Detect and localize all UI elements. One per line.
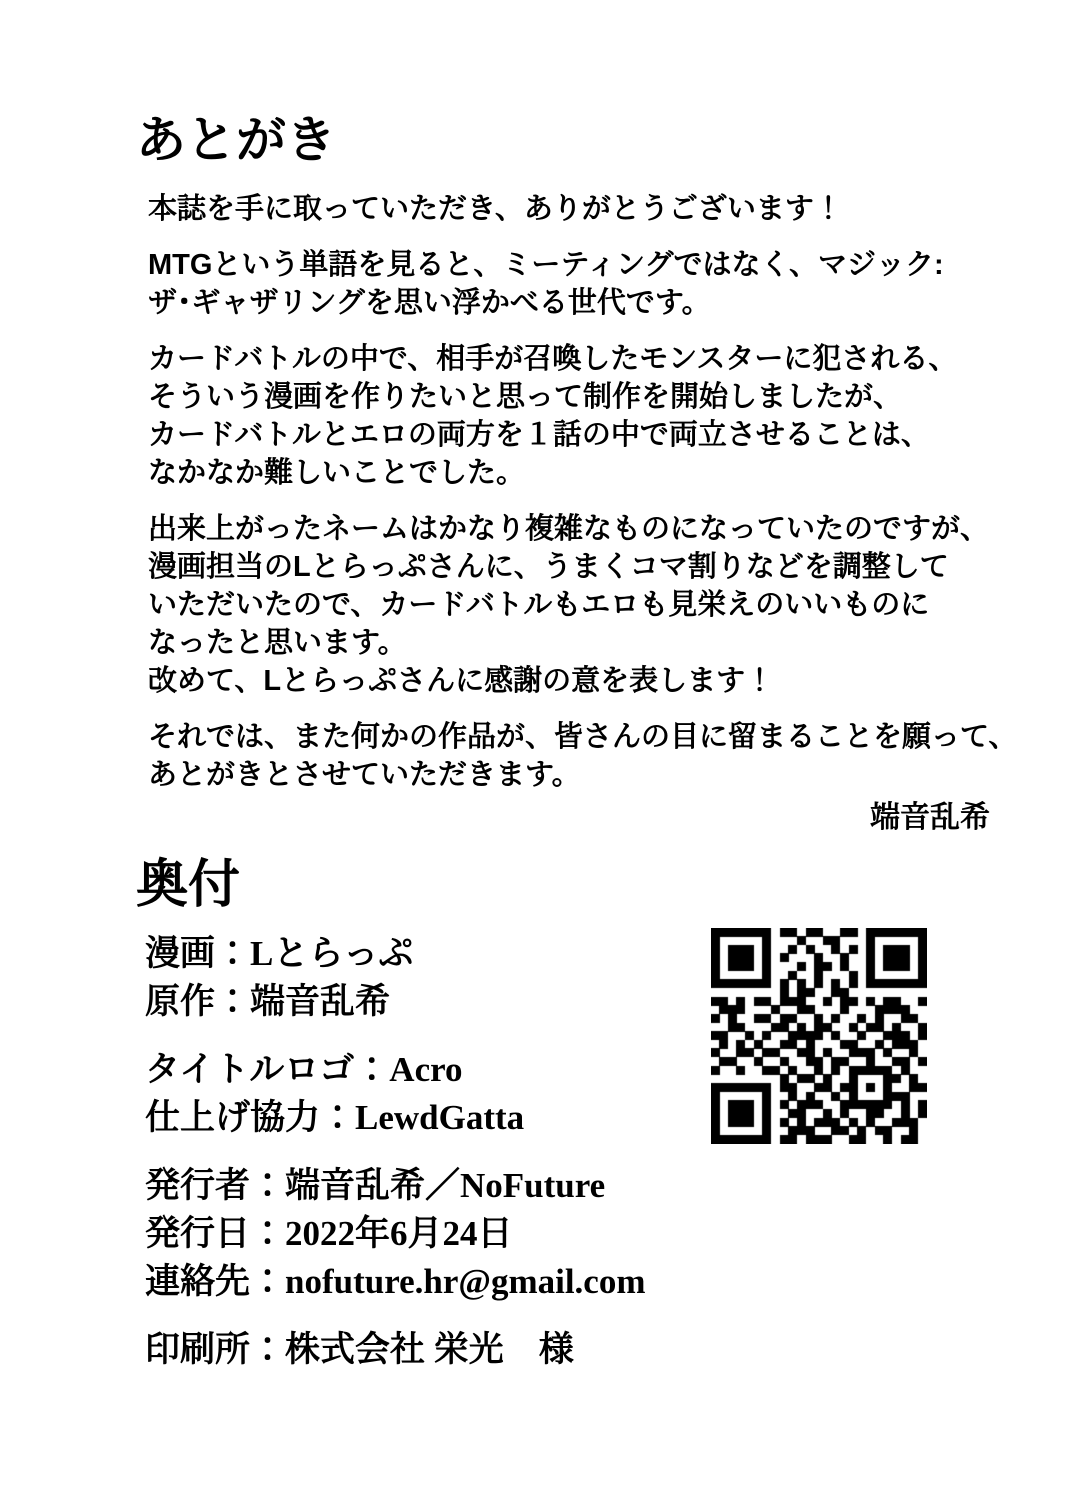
colophon-line: 漫画：Lとらっぷ — [145, 934, 414, 973]
afterword-paragraph: それでは、また何かの作品が、皆さんの目に留まることを願って、 あとがきとさせていただきます。 — [148, 721, 1018, 791]
colophon-group — [145, 1162, 705, 1306]
afterword-paragraph: カードバトルの中で、相手が召喚したモンスターに犯される、 そういう漫画を作りたいと思って制作を開始しましたが、 カードバトルとエロの両方を１話の中で両立させることは、 なかなか難しいことでした。 — [148, 343, 958, 489]
colophon-group — [145, 1326, 705, 1374]
colophon-title: 奥付 — [136, 857, 241, 914]
colophon-line: 印刷所：株式会社 栄光 様 — [145, 1330, 574, 1369]
afterword-paragraph: 出来上がったネームはかなり複雑なものになっていたのですが、 漫画担当のLとらっぷさんに、うまくコマ割りなどを調整して いただいたので、カードバトルもエロも見栄えのいいものに なったと思います。 改めて、Lとらっぷさんに感謝の意を表します！ — [148, 513, 990, 697]
colophon-line: 原作：端音乱希 — [145, 982, 391, 1021]
colophon-line: 仕上げ協力：LewdGatta — [145, 1098, 525, 1137]
colophon-group — [145, 1046, 705, 1142]
colophon-line: 発行者：端音乱希／NoFuture — [145, 1166, 606, 1205]
colophon-line: 連絡先：nofuture.hr@gmail.com — [145, 1262, 646, 1301]
afterword-paragraph: MTGという単語を見ると、ミーティングではなく、マジック: ザ･ギャザリングを思い浮かべる世代です。 — [148, 249, 944, 319]
qr-code — [711, 928, 927, 1144]
afterword-body — [148, 190, 1038, 812]
author-signature: 端音乱希 — [870, 801, 990, 834]
colophon-group — [145, 930, 705, 1026]
afterword-paragraph: 本誌を手に取っていただき、ありがとうございます！ — [148, 193, 843, 225]
afterword-title: あとがき — [136, 112, 336, 168]
colophon-details — [145, 930, 705, 1394]
colophon-line: 発行日：2022年6月24日 — [145, 1214, 513, 1253]
colophon-line: タイトルロゴ：Acro — [145, 1050, 463, 1089]
